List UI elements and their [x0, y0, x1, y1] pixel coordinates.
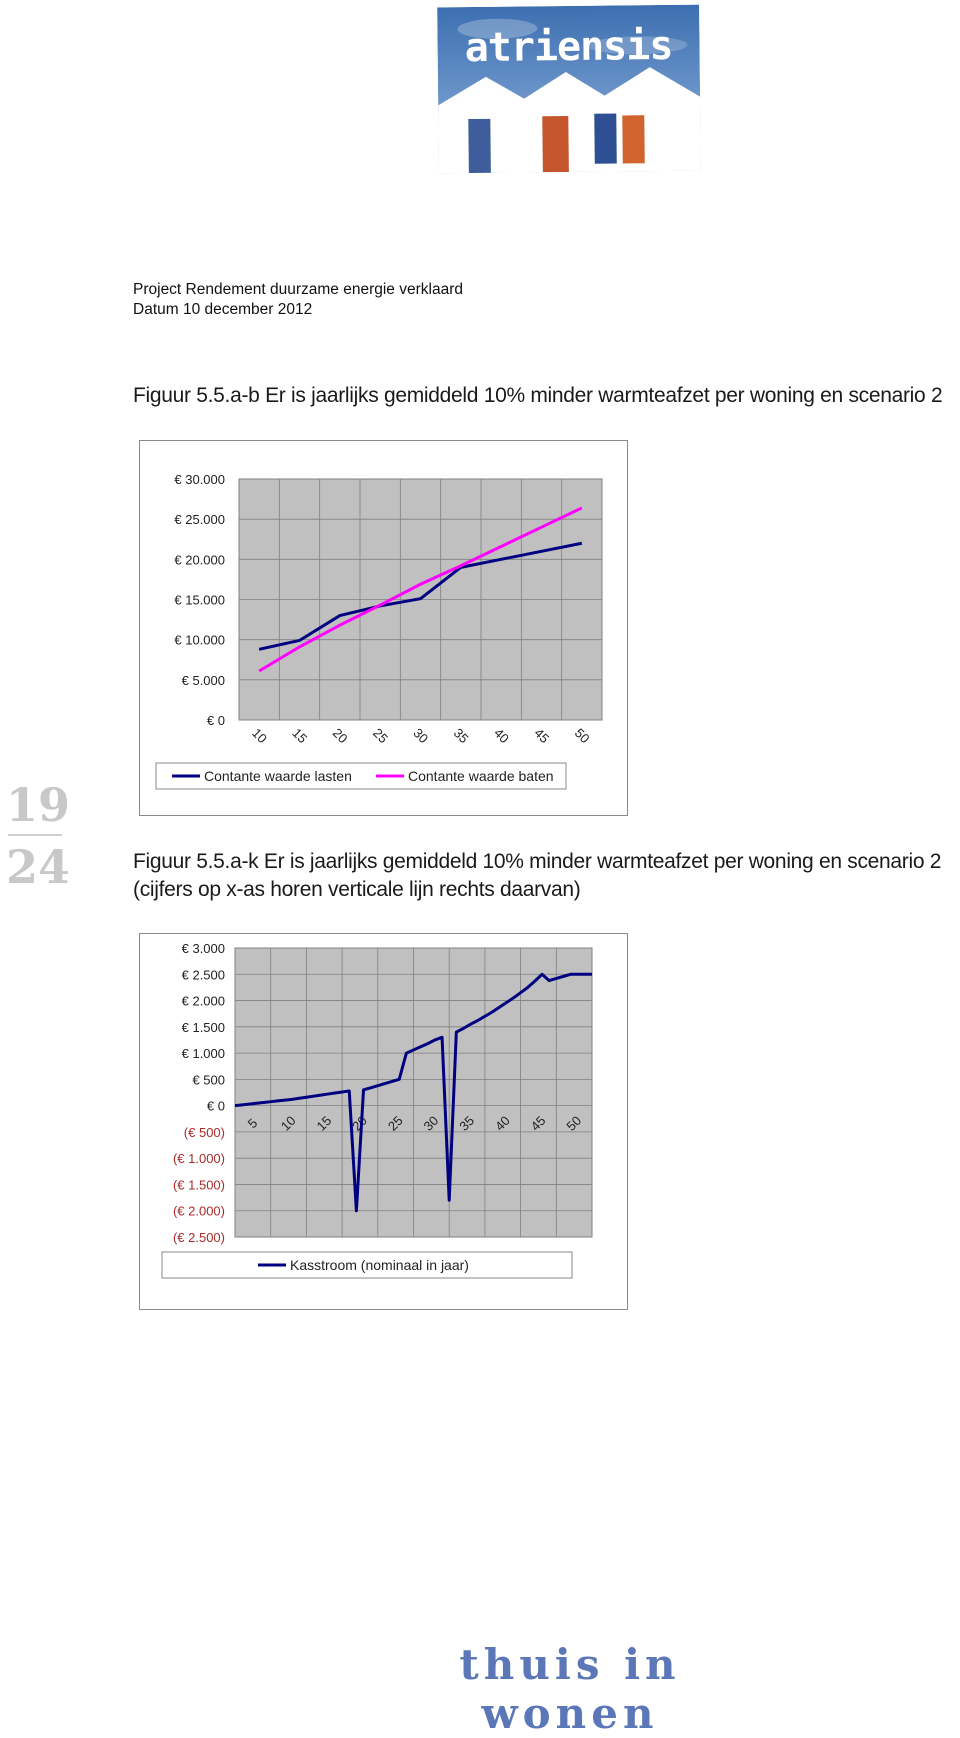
atriensis-logo	[437, 5, 701, 174]
y-tick-label: € 30.000	[174, 472, 225, 487]
chart2-svg	[140, 934, 627, 1309]
y-tick-label: € 3.000	[181, 941, 225, 956]
y-tick-label: € 500	[192, 1072, 225, 1088]
y-tick-label: (€ 1.000)	[172, 1151, 225, 1167]
x-tick-label: 5	[244, 1115, 261, 1132]
y-tick-label: € 25.000	[174, 512, 225, 528]
y-tick-label: € 5.000	[181, 672, 225, 688]
x-tick-label: 10	[249, 725, 270, 747]
figure2-caption	[133, 848, 941, 904]
figure2-chart	[139, 933, 628, 1310]
figure2-caption-line2: (cijfers op x-as horen verticale lijn rechts daarvan)	[133, 878, 581, 901]
y-tick-label: (€ 2.500)	[172, 1230, 225, 1245]
page-number-divider	[8, 834, 62, 836]
page-number	[6, 778, 71, 894]
figure1-chart	[139, 440, 628, 816]
y-tick-label: € 1.000	[181, 1046, 225, 1062]
x-tick-label: 15	[289, 725, 311, 747]
x-tick-label: 50	[563, 1112, 585, 1134]
legend-label: Kasstroom (nominaal in jaar)	[290, 1257, 469, 1273]
y-tick-label: € 2.000	[181, 993, 225, 1009]
x-tick-label: 25	[384, 1112, 406, 1134]
project-title: Project Rendement duurzame energie verklaard	[133, 281, 463, 298]
legend-label: Contante waarde baten	[408, 768, 554, 784]
x-tick-label: 40	[491, 725, 512, 747]
y-tick-label: € 10.000	[174, 632, 225, 648]
document-header	[133, 280, 463, 320]
y-tick-label: (€ 1.500)	[172, 1177, 225, 1193]
page-total: 24	[6, 840, 71, 894]
y-tick-label: € 15.000	[174, 592, 225, 608]
page-current: 19	[6, 778, 71, 832]
x-tick-label: 50	[571, 725, 593, 747]
y-tick-label: (€ 500)	[183, 1124, 225, 1140]
x-tick-label: 45	[531, 725, 553, 747]
figure1-caption: Figuur 5.5.a-b Er is jaarlijks gemiddeld 10% minder warmteafzet per woning en scenario 2	[133, 384, 943, 407]
chart1-svg	[140, 441, 627, 815]
y-tick-label: € 20.000	[174, 552, 225, 568]
figure2-caption-line1: Figuur 5.5.a-k Er is jaarlijks gemiddeld 10% minder warmteafzet per woning en scenario 2	[133, 850, 942, 873]
y-tick-label: € 2.500	[181, 967, 225, 983]
x-tick-label: 45	[527, 1112, 549, 1134]
logo-text: atriensis	[464, 22, 673, 72]
document-date: Datum 10 december 2012	[133, 301, 313, 318]
x-tick-label: 35	[456, 1112, 478, 1134]
x-tick-label: 20	[349, 1112, 371, 1134]
x-tick-label: 35	[450, 725, 472, 747]
x-tick-label: 20	[329, 725, 351, 747]
footer-brand: thuis in wonen	[459, 1640, 681, 1738]
x-tick-label: 25	[370, 725, 391, 747]
x-tick-label: 15	[313, 1112, 335, 1134]
x-tick-label: 30	[410, 725, 432, 747]
y-tick-label: € 0	[206, 1098, 225, 1114]
x-tick-label: 40	[491, 1112, 513, 1134]
x-tick-label: 30	[420, 1112, 442, 1134]
y-tick-label: € 0	[206, 713, 225, 728]
x-tick-label: 10	[277, 1112, 299, 1134]
y-tick-label: (€ 2.000)	[172, 1203, 225, 1219]
y-tick-label: € 1.500	[181, 1019, 225, 1035]
legend-label: Contante waarde lasten	[204, 768, 352, 784]
